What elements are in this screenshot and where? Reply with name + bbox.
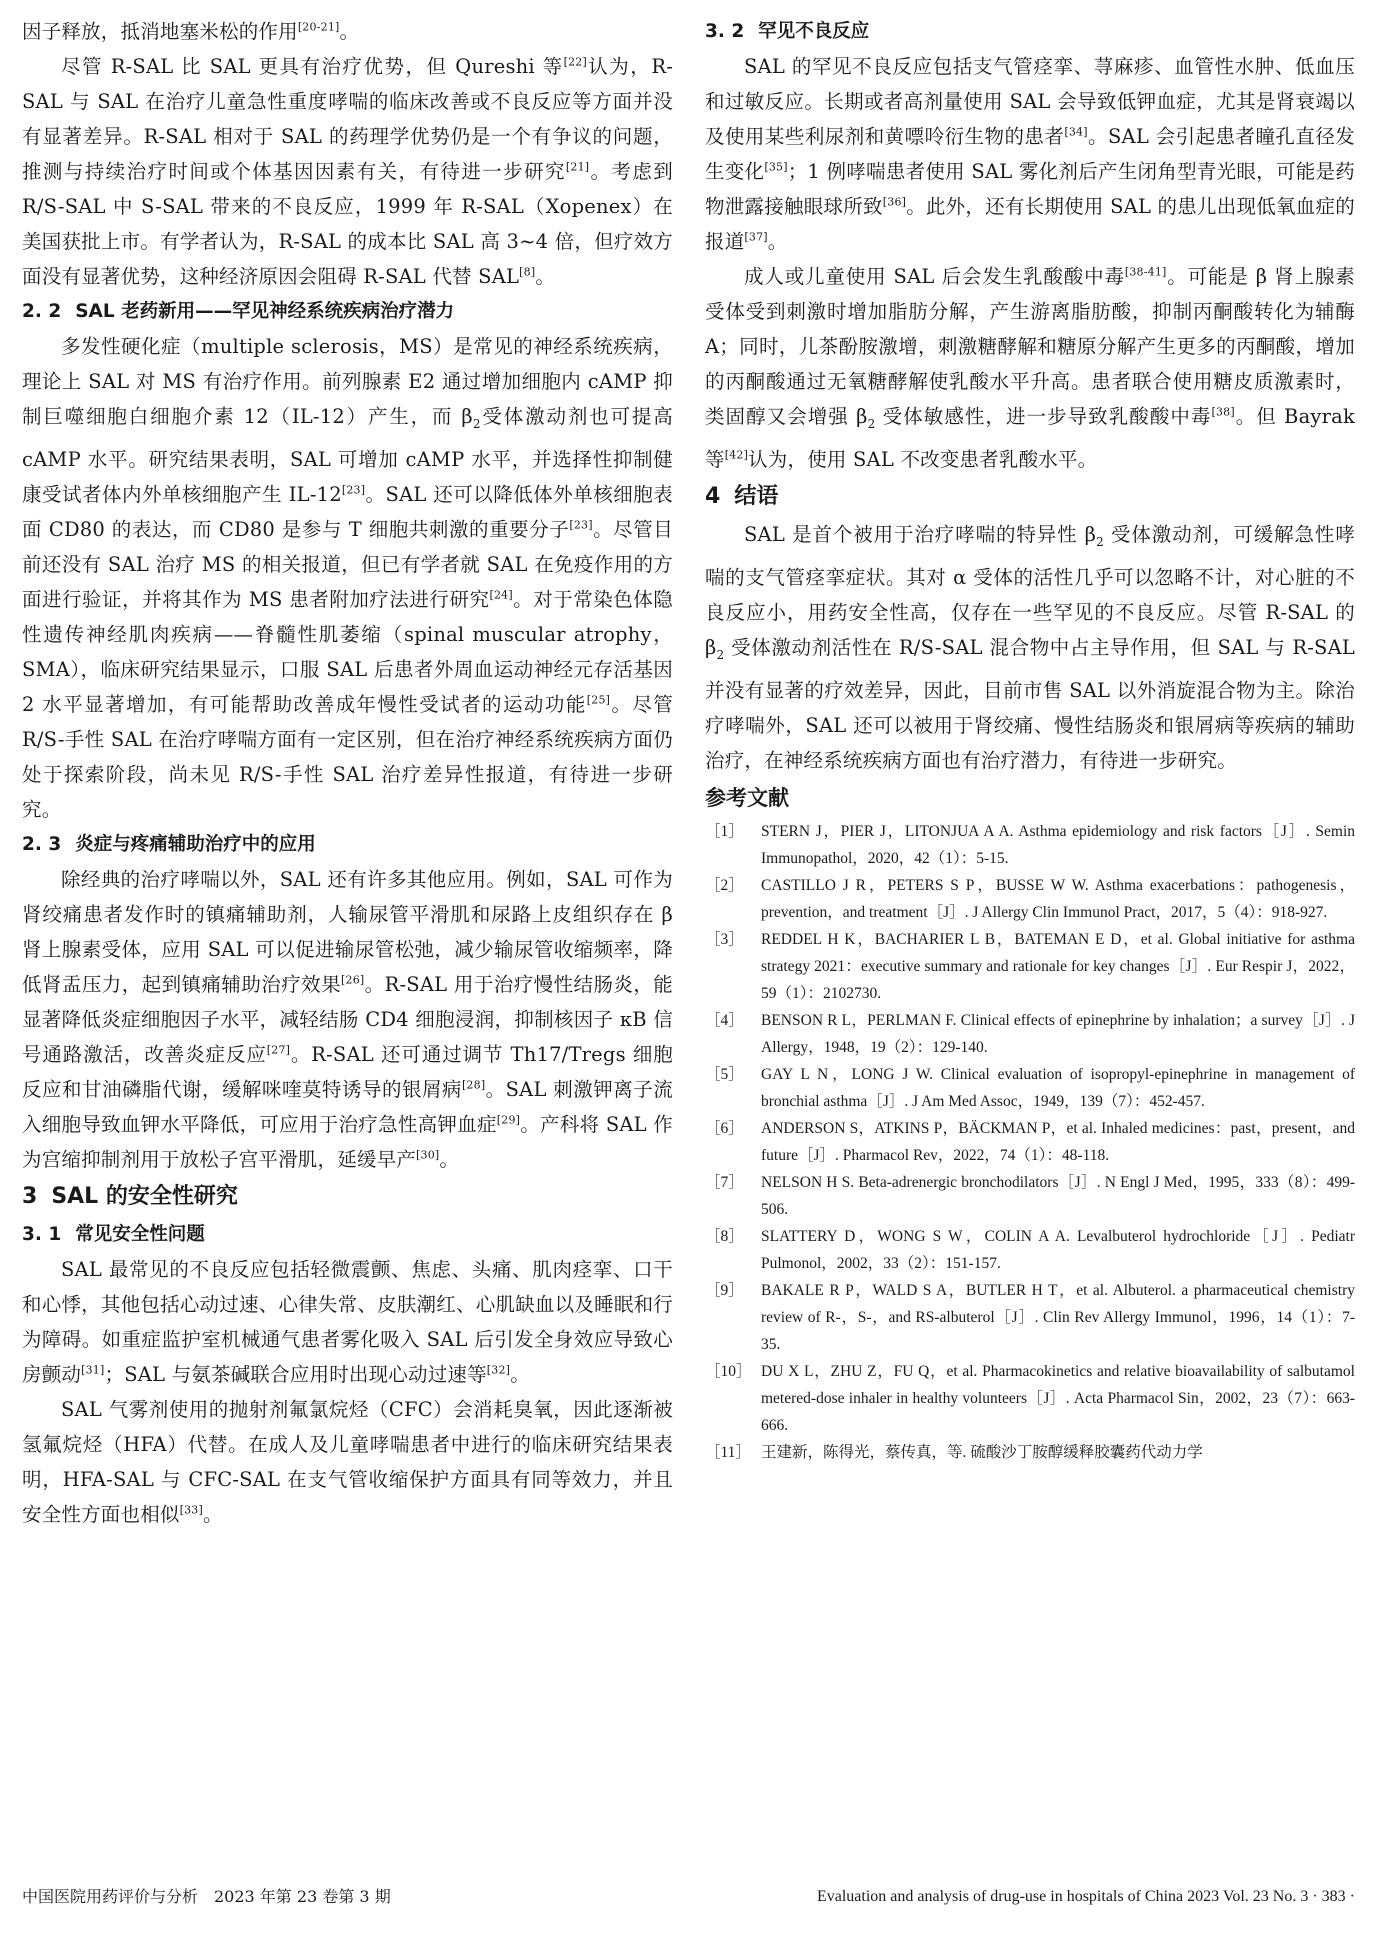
reference-index: ［2］	[705, 876, 744, 894]
right-column	[705, 14, 1355, 1466]
reference-text: ANDERSON S，ATKINS P，BÄCKMAN P，et al. Inhaled medicines：past，present，and future［J］. Pharmacol Rev，2022，74（1）：48-118.	[761, 1119, 1355, 1164]
reference-text: REDDEL H K，BACHARIER L B，BATEMAN E D，et al. Global initiative for asthma strategy 2021：executive summary and rationale for key changes［J］. Eur Respir J，2022，59（1）：2102730.	[761, 930, 1355, 1002]
reference-index: ［9］	[705, 1281, 744, 1299]
reference-item	[705, 872, 1355, 926]
reference-item	[705, 926, 1355, 1007]
section-heading-3-2: 3. 2 罕见不良反应	[705, 21, 870, 42]
reference-text: 王建新，陈得光，蔡传真，等. 硫酸沙丁胺醇缓释胶囊药代动力学	[761, 1443, 1203, 1461]
reference-index: ［7］	[705, 1173, 744, 1191]
reference-item	[705, 1061, 1355, 1115]
reference-index: ［1］	[705, 822, 744, 840]
reference-index: ［5］	[705, 1065, 744, 1083]
references-heading: 参考文献	[705, 785, 789, 810]
section-heading-4: 4 结语	[705, 483, 779, 509]
section-heading-2-3: 2. 3 炎症与疼痛辅助治疗中的应用	[22, 833, 316, 855]
paragraph-cont: 因子释放，抵消地塞米松的作用[20-21]。	[22, 20, 360, 43]
page-footer	[22, 1882, 1355, 1912]
reference-item	[705, 1169, 1355, 1223]
reference-text: DU X L，ZHU Z，FU Q，et al. Pharmacokinetics and relative bioavailability of salbutamol metered-dose inhaler in healthy volunteers［J］. Acta Pharmacol Sin，2002，23（7）：663-666.	[761, 1362, 1355, 1434]
reference-item	[705, 1439, 1355, 1466]
paragraph-lactic-acidosis: 成人或儿童使用 SAL 后会发生乳酸酸中毒[38-41]。可能是 β 肾上腺素受体受到刺激时增加脂肪分解，产生游离脂肪酸，抑制丙酮酸转化为辅酶 A；同时，儿茶酚胺激增，刺激糖酵解和糖原分解产生更多的丙酮酸，增加的丙酮酸通过无氧糖酵解使乳酸水平升高。患者联合使用糖皮质激素时，类固醇又会增强 $\beta_2$ 受体敏感性，进一步导致乳酸酸中毒[38]。但 Bayrak 等[42]认为，使用 SAL 不改变患者乳酸水平。	[705, 265, 1355, 471]
journal-name-en-page-number: Evaluation and analysis of drug-use in hospitals of China 2023 Vol. 23 No. 3 · 383 ·	[816, 1888, 1355, 1905]
paragraph-ms: 多发性硬化症（multiple sclerosis，MS）是常见的神经系统疾病，理论上 SAL 对 MS 有治疗作用。前列腺素 E2 通过增加细胞内 cAMP 抑制巨噬细胞白细胞介素 12（IL-12）产生，而 $\beta_2$受体激动剂也可提高 cAMP 水平。研究结果表明，SAL 可增加 cAMP 水平，并选择性抑制健康受试者体内外单核细胞产生 IL-12[23]。SAL 还可以降低体外单核细胞表面 CD80 的表达，而 CD80 是参与 T 细胞共刺激的重要分子[23]。尽管目前还没有 SAL 治疗 MS 的相关报道，但已有学者就 SAL 在免疫作用的方面进行验证，并将其作为 MS 患者附加疗法进行研究[24]。对于常染色体隐性遗传神经肌肉疾病——脊髓性肌萎缩（spinal muscular atrophy，SMA），临床研究结果显示，口服 SAL 后患者外周血运动神经元存活基因 2 水平显著增加，有可能帮助改善成年慢性受试者的运动功能[25]。尽管 R/S-手性 SAL 在治疗哮喘方面有一定区别，但在治疗神经系统疾病方面仍处于探索阶段，尚未见 R/S-手性 SAL 治疗差异性报道，有待进一步研究。	[22, 335, 673, 821]
reference-text: STERN J，PIER J，LITONJUA A A. Asthma epidemiology and risk factors［J］. Semin Immunopathol，2020，42（1）：5-15.	[761, 822, 1355, 867]
journal-name-cn: 中国医院用药评价与分析 2023 年第 23 卷第 3 期	[22, 1887, 391, 1906]
section-heading-3-1: 3. 1 常见安全性问题	[22, 1223, 205, 1245]
reference-index: ［8］	[705, 1227, 744, 1245]
section-heading-2-2: 2. 2 SAL 老药新用——罕见神经系统疾病治疗潜力	[22, 301, 455, 322]
reference-index: ［6］	[705, 1119, 744, 1137]
paragraph-rare-adverse: SAL 的罕见不良反应包括支气管痉挛、荨麻疹、血管性水肿、低血压和过敏反应。长期或者高剂量使用 SAL 会导致低钾血症，尤其是肾衰竭以及使用某些利尿剂和黄嘌呤衍生物的患者[34]。SAL 会引起患者瞳孔直径发生变化[35]；1 例哮喘患者使用 SAL 雾化剂后产生闭角型青光眼，可能是药物泄露接触眼球所致[36]。此外，还有长期使用 SAL 的患儿出现低氧血症的报道[37]。	[705, 55, 1356, 253]
section-heading-3: 3 SAL 的安全性研究	[22, 1183, 238, 1209]
reference-item	[705, 1277, 1355, 1358]
paragraph-conclusion: SAL 是首个被用于治疗哮喘的特异性 $\beta_2$ 受体激动剂，可缓解急性哮喘的支气管痉挛症状。其对 α 受体的活性几乎可以忽略不计，对心脏的不良反应小，用药安全性高，仅存在一些罕见的不良反应。尽管 R-SAL 的 $\beta_2$ 受体激动剂活性在 R/S-SAL 混合物中占主导作用，但 SAL 与 R-SAL 并没有显著的疗效差异，因此，目前市售 SAL 以外消旋混合物为主。除治疗哮喘外，SAL 还可以被用于肾绞痛、慢性结肠炎和银屑病等疾病的辅助治疗，在神经系统疾病方面也有治疗潜力，有待进一步研究。	[705, 522, 1355, 772]
paragraph-aerosol: SAL 气雾剂使用的抛射剂氟氯烷烃（CFC）会消耗臭氧，因此逐渐被氢氟烷烃（HFA）代替。在成人及儿童哮喘患者中进行的临床研究结果表明，HFA-SAL 与 CFC-SAL 在支气管收缩保护方面具有同等效力，并且安全性方面也相似[33]。	[22, 1397, 673, 1526]
paragraph-inflammation: 除经典的治疗哮喘以外，SAL 还有许多其他应用。例如，SAL 可作为肾绞痛患者发作时的镇痛辅助剂，人输尿管平滑肌和尿路上皮组织存在 β 肾上腺素受体，应用 SAL 可以促进输尿管松弛，减少输尿管收缩频率，降低肾盂压力，起到镇痛辅助治疗效果[26]。R-SAL 用于治疗慢性结肠炎，能显著降低炎症细胞因子水平，减轻结肠 CD4 细胞浸润，抑制核因子 κB 信号通路激活，改善炎症反应[27]。R-SAL 还可通过调节 Th17/Tregs 细胞反应和甘油磷脂代谢，缓解咪喹莫特诱导的银屑病[28]。SAL 刺激钾离子流入细胞导致血钾水平降低，可应用于治疗急性高钾血症[29]。产科将 SAL 作为宫缩抑制剂用于放松子宫平滑肌，延缓早产[30]。	[22, 867, 674, 1171]
reference-text: SLATTERY D，WONG S W，COLIN A A. Levalbuterol hydrochloride［J］. Pediatr Pulmonol，2002，33（2）：151-157.	[761, 1227, 1355, 1272]
paragraph-common-safety: SAL 最常见的不良反应包括轻微震颤、焦虑、头痛、肌肉痉挛、口干和心悸，其他包括心动过速、心律失常、皮肤潮红、心肌缺血以及睡眠和行为障碍。如重症监护室机械通气患者雾化吸入 SAL 后引发全身效应导致心房颤动[31]；SAL 与氨茶碱联合应用时出现心动过速等[32]。	[22, 1257, 673, 1386]
reference-item	[705, 818, 1355, 872]
reference-text: GAY L N，LONG J W. Clinical evaluation of isopropyl-epinephrine in management of bronchial asthma［J］. J Am Med Assoc，1949，139（7）：452-457.	[761, 1065, 1355, 1110]
reference-list	[705, 818, 1355, 1466]
reference-index: ［10］	[705, 1362, 752, 1380]
left-column	[22, 14, 673, 1532]
reference-text: CASTILLO J R，PETERS S P，BUSSE W W. Asthma exacerbations：pathogenesis，prevention，and treatment［J］. J Allergy Clin Immunol Pract，2017，5（4）：918-927.	[761, 876, 1355, 921]
reference-item	[705, 1358, 1355, 1439]
reference-index: ［11］	[705, 1443, 751, 1461]
reference-item	[705, 1007, 1355, 1061]
reference-text: NELSON H S. Beta-adrenergic bronchodilators［J］. N Engl J Med，1995，333（8）：499-506.	[761, 1173, 1355, 1218]
reference-index: ［4］	[705, 1011, 744, 1029]
reference-item	[705, 1223, 1355, 1277]
paragraph-rsal-advantage: 尽管 R-SAL 比 SAL 更具有治疗优势，但 Qureshi 等[22]认为，R-SAL 与 SAL 在治疗儿童急性重度哮喘的临床改善或不良反应等方面并没有显著差异。R-SAL 相对于 SAL 的药理学优势仍是一个有争议的问题，推测与持续治疗时间或个体基因因素有关，有待进一步研究[21]。考虑到 R/S-SAL 中 S-SAL 带来的不良反应，1999 年 R-SAL（Xopenex）在美国获批上市。有学者认为，R-SAL 的成本比 SAL 高 3~4 倍，但疗效方面没有显著优势，这种经济原因会阻碍 R-SAL 代替 SAL[8]。	[22, 55, 673, 288]
reference-text: BAKALE R P，WALD S A，BUTLER H T，et al. Albuterol. a pharmaceutical chemistry review of R-，S-，and RS-albuterol［J］. Clin Rev Allergy Immunol，1996，14（1）：7-35.	[761, 1281, 1355, 1353]
reference-item	[705, 1115, 1355, 1169]
reference-text: BENSON R L，PERLMAN F. Clinical effects of epinephrine by inhalation；a survey［J］. J Allergy，1948，19（2）：129-140.	[761, 1011, 1355, 1056]
reference-index: ［3］	[705, 930, 744, 948]
